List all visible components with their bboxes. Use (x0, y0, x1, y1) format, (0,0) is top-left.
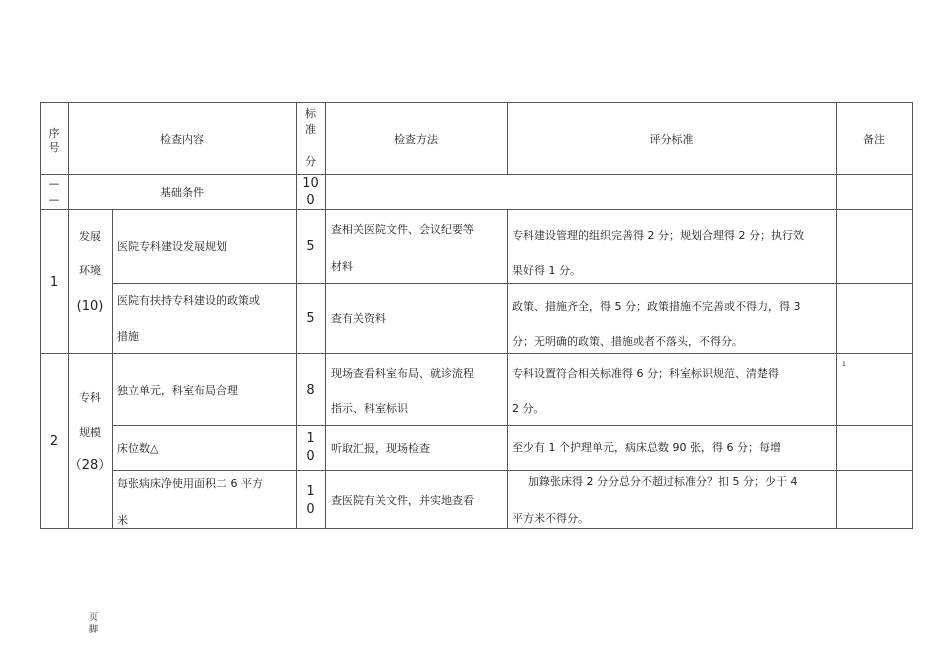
section1-number: 1 (49, 275, 59, 290)
s2-item1-method-1: 现场查看科室布局、就诊流程 (331, 367, 474, 380)
s2-item2-score-2: 0 (306, 449, 315, 464)
rule (40, 353, 913, 354)
s2-item1-remark: 1 (842, 361, 846, 368)
footer-2: 脚 (89, 625, 99, 635)
s2-item3-score-2: 0 (306, 502, 315, 517)
s1-item2-criteria-1: 政策、措施齐全，得 5 分；政策措施不完善或不得力，得 3 (512, 300, 801, 313)
header-std-1: 标 (305, 107, 316, 120)
s2-item1-score: 8 (306, 383, 315, 398)
s2-item3-score-1: 1 (306, 484, 315, 499)
header-std-3: 分 (305, 155, 316, 168)
s1-item1-criteria-1: 专科建设管理的组织完善得 2 分；规划合理得 2 分；执行效 (512, 229, 804, 242)
basic-label: 基础条件 (160, 186, 204, 199)
header-remark: 备注 (863, 133, 885, 146)
s2-item3-content-1: 每张病床净使用面积二 6 平方 (117, 477, 263, 490)
rule (112, 283, 913, 284)
s2-item2-score-1: 1 (306, 431, 315, 446)
s1-item2-score: 5 (306, 311, 315, 326)
section1-category-3: (10) (76, 299, 104, 314)
header-content: 检查内容 (160, 133, 204, 146)
s2-item2-content: 床位数△ (117, 442, 159, 455)
s1-item1-method-2: 材料 (331, 260, 353, 273)
s2-item3-method: 查医院有关文件，并实地查看 (331, 494, 474, 507)
header-std-2: 准 (305, 123, 316, 136)
rule (325, 102, 326, 529)
basic-seq-2: — (48, 193, 60, 206)
section1-category-2: 环境 (79, 264, 101, 277)
section2-category-3: （28） (68, 458, 112, 473)
s1-item2-method: 查有关资料 (331, 312, 386, 325)
section2-category-2: 规模 (79, 426, 101, 439)
footer-1: 页 (89, 613, 99, 623)
s1-item2-content-1: 医院有扶持专科建设的政策或 (117, 294, 260, 307)
basic-seq-1: — (48, 177, 60, 190)
rule (912, 102, 913, 529)
s2-item1-criteria-1: 专科设置符合相关标准得 6 分；科室标识规范、清楚得 (512, 367, 779, 380)
rule (112, 425, 913, 426)
rule (40, 209, 913, 210)
rule (40, 528, 913, 529)
s1-item2-content-2: 措施 (117, 330, 139, 343)
s2-item2-criteria: 至少有 1 个护理单元，病床总数 90 张，得 6 分；每增 (512, 441, 781, 454)
basic-score-1: 10 (302, 176, 319, 191)
s2-item1-criteria-2: 2 分。 (512, 402, 545, 415)
rule (112, 470, 913, 471)
rule (112, 209, 113, 529)
s2-item2-method: 听取汇报，现场检查 (331, 442, 430, 455)
section1-category-1: 发展 (79, 230, 101, 243)
header-seq-1: 序 (48, 127, 60, 140)
s1-item1-method-1: 查相关医院文件、会议纪要等 (331, 223, 474, 236)
header-seq-2: 号 (48, 141, 60, 154)
s1-item1-score: 5 (306, 239, 315, 254)
s2-item3-criteria-1: 加錄张床得 2 分分总分不超过标准分？扣 5 分；少于 4 (528, 475, 798, 488)
s2-item3-criteria-2: 平方米不得分。 (512, 512, 589, 525)
s2-item3-content-2: 米 (117, 514, 128, 527)
rule (507, 209, 508, 529)
s1-item1-content: 医院专科建设发展规划 (117, 240, 227, 253)
rule (836, 102, 837, 529)
header-criteria: 评分标准 (649, 133, 694, 146)
header-method: 检查方法 (394, 133, 438, 146)
basic-score-2: 0 (306, 193, 315, 208)
rule (40, 102, 41, 529)
section2-category-1: 专科 (79, 391, 101, 404)
rule (40, 174, 913, 175)
s2-item1-method-2: 指示、科室标识 (331, 402, 408, 415)
section2-number: 2 (49, 434, 59, 449)
s1-item1-criteria-2: 果好得 1 分。 (512, 264, 581, 277)
s2-item1-content: 独立单元，科室布局合理 (117, 384, 238, 397)
s1-item2-criteria-2: 分；无明确的政策、措施或者不落头，不得分。 (512, 335, 743, 348)
rule (40, 102, 913, 103)
